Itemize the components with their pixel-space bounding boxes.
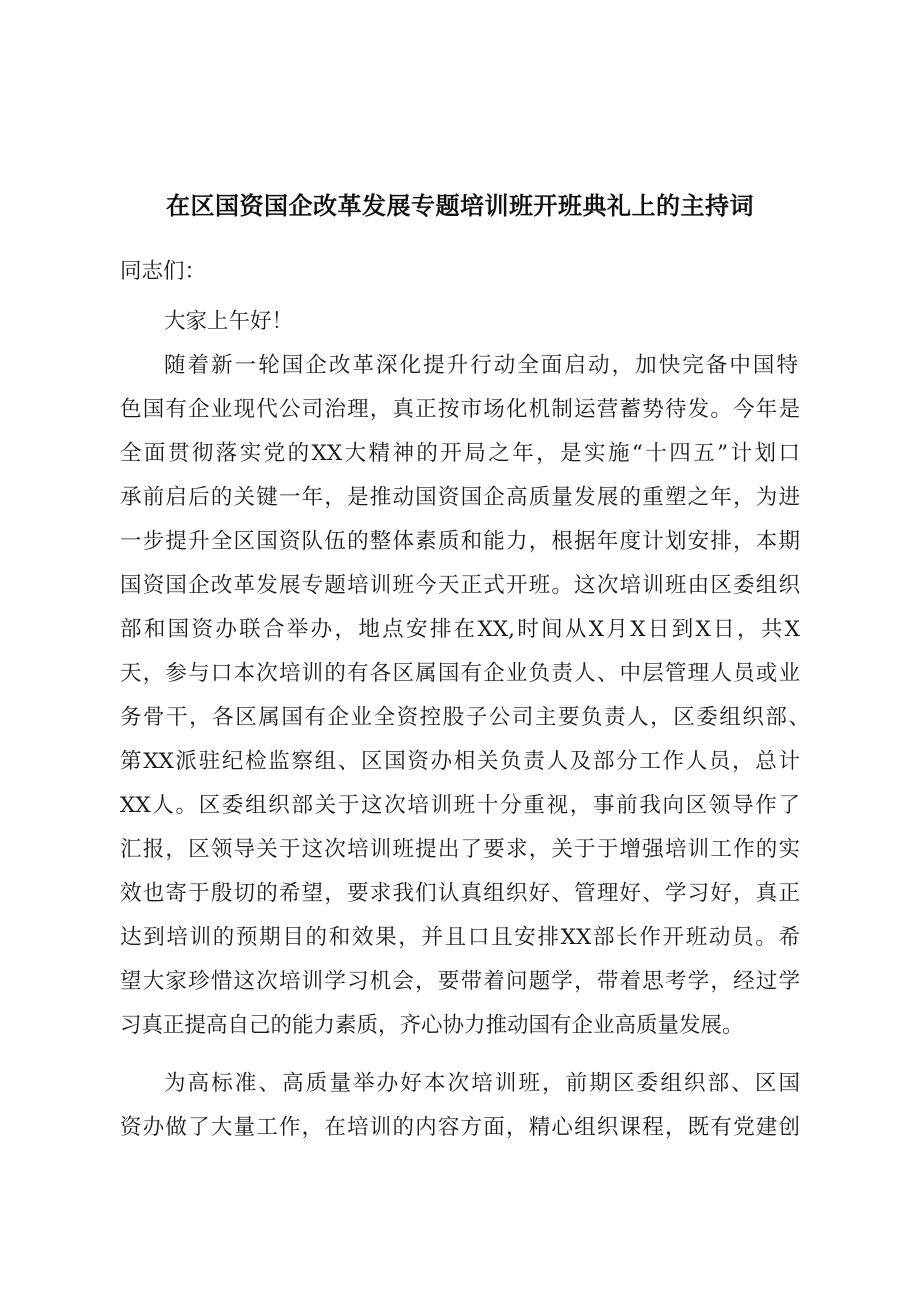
greeting: 大家上午好！ [164,309,294,334]
paragraph-1-line: 达到培训的预期目的和效果，并且口且安排XX部长作开班动员。希 [120,925,800,950]
paragraph-1-line: 效也寄于殷切的希望，要求我们认真组织好、管理好、学习好，真正 [120,881,800,906]
document-title: 在区国资国企改革发展专题培训班开班典礼上的主持词 [166,192,754,220]
paragraph-1-line: 第XX派驻纪检监察组、区国资办相关负责人及部分工作人员，总计 [120,749,800,774]
paragraph-1-line: 随着新一轮国企改革深化提升行动全面启动，加快完备中国特 [164,353,798,378]
paragraph-1-line: 部和国资办联合举办，地点安排在XX,时间从X月X日到X日，共X [120,617,800,642]
paragraph-1-line: 习真正提高自己的能力素质，齐心协力推动国有企业高质量发展。 [120,1013,744,1038]
paragraph-1-line: 色国有企业现代公司治理，真正按市场化机制运营蓄势待发。今年是 [120,397,800,422]
paragraph-2-line: 为高标准、高质量举办好本次培训班，前期区委组织部、区国 [164,1071,800,1096]
salutation: 同志们： [120,259,207,284]
paragraph-1-line: 承前启后的关键一年，是推动国资国企高质量发展的重塑之年，为进 [120,485,800,510]
paragraph-1-line: 一步提升全区国资队伍的整体素质和能力，根据年度计划安排，本期 [120,529,800,554]
paragraph-1-line: 汇报，区领导关于这次培训班提出了要求，关于于增强培训工作的实 [120,837,800,862]
paragraph-1-line: 天，参与口本次培训的有各区属国有企业负责人、中层管理人员或业 [120,661,800,686]
paragraph-2-line: 资办做了大量工作，在培训的内容方面，精心组织课程，既有党建创 [120,1115,800,1140]
paragraph-1-line: 望大家珍惜这次培训学习机会，要带着问题学，带着思考学，经过学 [120,969,800,994]
paragraph-1-line: XX人。区委组织部关于这次培训班十分重视，事前我向区领导作了 [120,793,800,818]
paragraph-1-line: 全面贯彻落实党的XX大精神的开局之年，是实施“十四五”计划口 [120,441,800,466]
paragraph-1-line: 务骨干，各区属国有企业全资控股子公司主要负责人，区委组织部、 [120,705,810,730]
paragraph-1-line: 国资国企改革发展专题培训班今天正式开班。这次培训班由区委组织 [120,573,800,598]
